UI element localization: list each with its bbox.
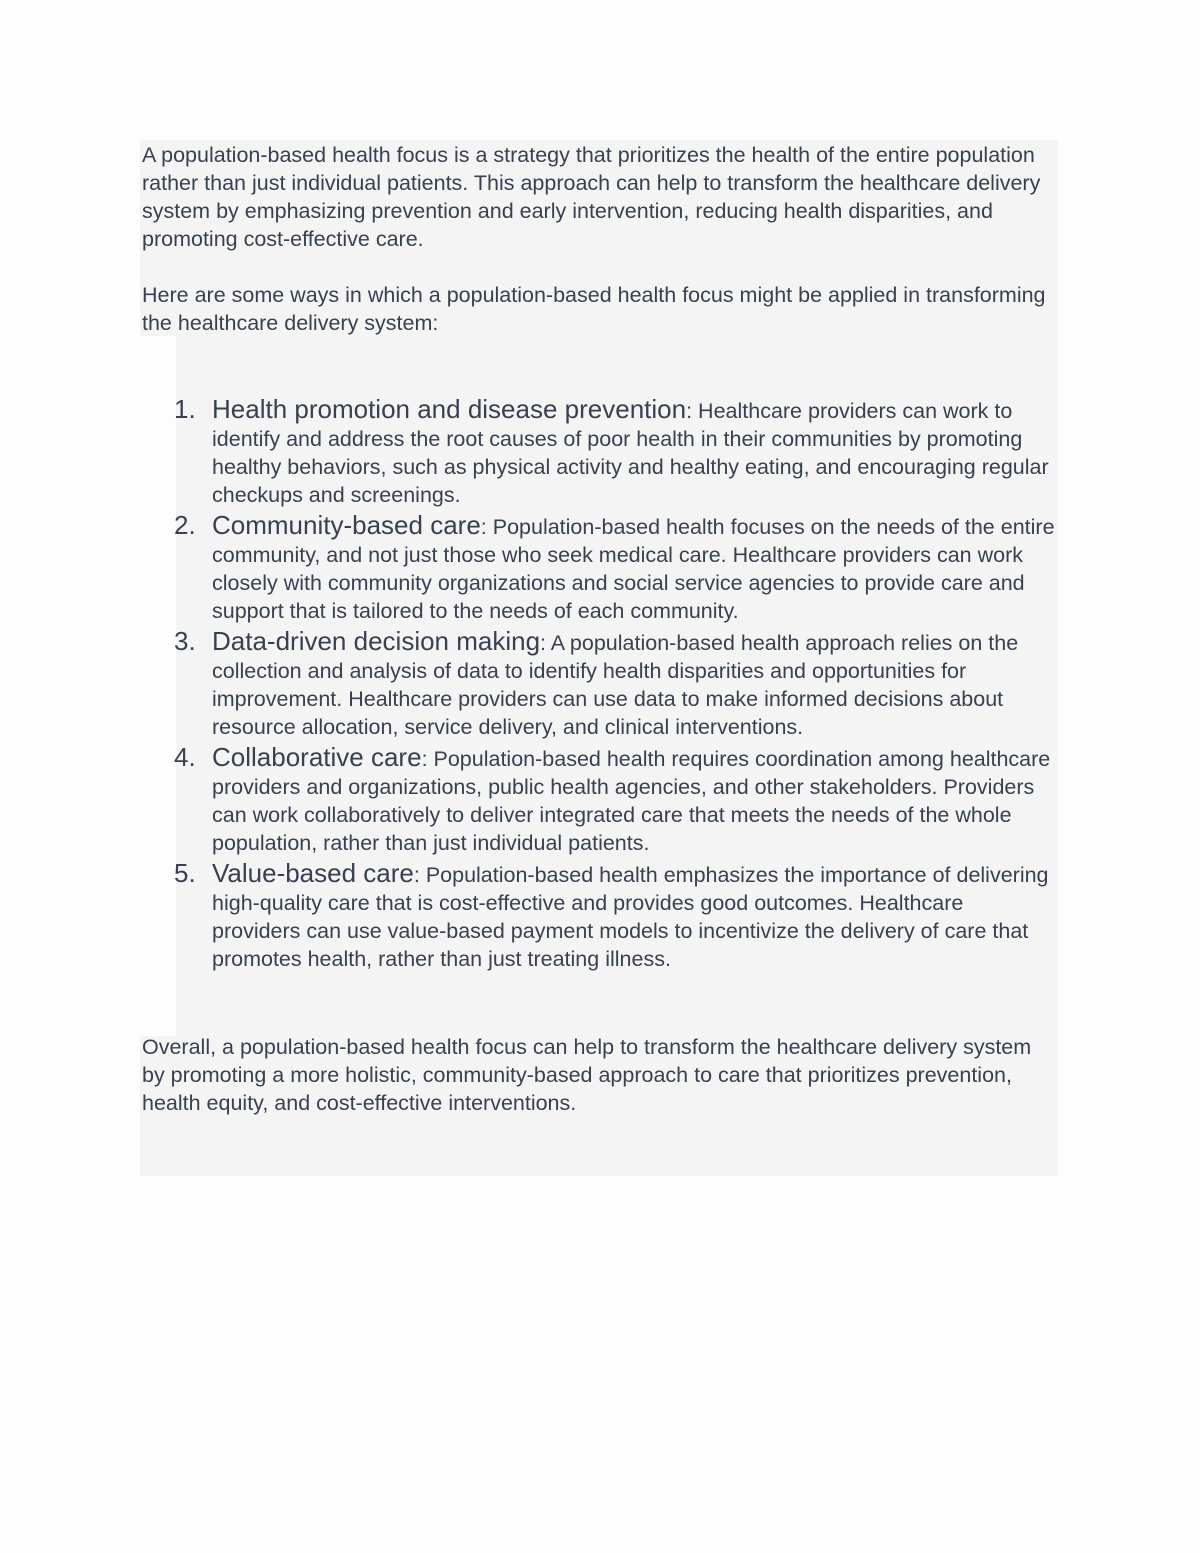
document-body — [142, 141, 1057, 1117]
conclusion-paragraph: Overall, a population-based health focus can help to transform the healthcare delivery system by promoting a more holistic, community-based approach to care that prioritizes prevention, health equity, and cost-effective interventions. — [142, 1035, 1032, 1115]
list-item-body: : Population-based health requires coordination among healthcare providers and organizations, public health agencies, and other stakeholders. Providers can work collaboratively to deliver integrated care that meets the needs of the whole population, rather than just individual patients. — [212, 747, 1051, 855]
list-item — [174, 625, 1057, 741]
list-item-number: 3. — [174, 626, 196, 656]
list-item — [174, 393, 1057, 509]
list-item — [174, 741, 1057, 857]
list-item-title: Value-based care — [212, 858, 414, 888]
list-item-number: 4. — [174, 742, 196, 772]
list-item-title: Collaborative care — [212, 742, 422, 772]
intro-paragraph: A population-based health focus is a strategy that prioritizes the health of the entire population rather than just individual patients. This approach can help to transform the healthcare delivery system by emphasizing prevention and early intervention, reducing health disparities, and promoting cost-effective care. — [142, 143, 1041, 251]
list-item-number: 1. — [174, 394, 196, 424]
list-item-number: 2. — [174, 510, 196, 540]
list-item-title: Health promotion and disease prevention — [212, 394, 687, 424]
list-item-body: : A population-based health approach relies on the collection and analysis of data to identify health disparities and opportunities for improvement. Healthcare providers can use data to make informed decisions about resource allocation, service delivery, and clinical interventions. — [212, 631, 1019, 739]
list-item-body: : Healthcare providers can work to identify and address the root causes of poor health in their communities by promoting healthy behaviors, such as physical activity and healthy eating, and encouraging regular checkups and screenings. — [212, 399, 1049, 507]
ways-list — [142, 393, 1057, 973]
list-item-number: 5. — [174, 858, 196, 888]
list-item-title: Community-based care — [212, 510, 481, 540]
list-item-title: Data-driven decision making — [212, 626, 541, 656]
ways-intro-paragraph: Here are some ways in which a population-based health focus might be applied in transforming the healthcare delivery system: — [142, 283, 1046, 335]
list-item-body: : Population-based health focuses on the needs of the entire community, and not just those who seek medical care. Healthcare providers can work closely with community organizations and social service agencies to provide care and support that is tailored to the needs of each community. — [212, 515, 1055, 623]
list-item — [174, 509, 1057, 625]
list-item-body: : Population-based health emphasizes the importance of delivering high-quality care that is cost-effective and provides good outcomes. Healthcare providers can use value-based payment models to incentivize the delivery of care that promotes health, rather than just treating illness. — [212, 863, 1049, 971]
list-item — [174, 857, 1057, 973]
